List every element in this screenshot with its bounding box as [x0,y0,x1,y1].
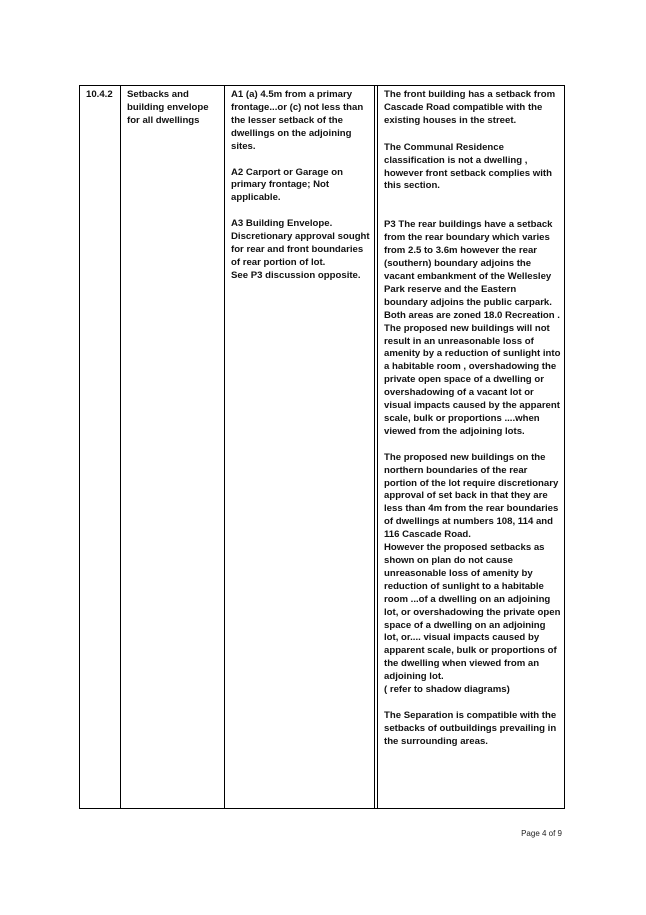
criterion-a3: A3 Building Envelope. Discretionary approval sought for rear and front boundaries of rear portion of lot. See P3 discussion opposite. [231,218,370,281]
criterion-a2: A2 Carport or Garage on primary frontage; Not applicable. [231,166,343,204]
comment-communal-residence: The Communal Residence classification is not a dwelling , however front setback complies with this section. [384,141,552,192]
comment-separation: The Separation is compatible with the setbacks of outbuildings prevailing in the surrounding areas. [384,709,557,747]
comment-northern-boundaries: The proposed new buildings on the northern boundaries of the rear portion of the lot require discretionary approval of set back in that they are less than 4m from the rear boundaries of dwellings at numbers 108, 114 and 116 Cascade Road. However the proposed setbacks as shown on plan do not cause unreasonable loss of amenity by reduction of sunlight to a habitable room ...of a dwelling on an adjoining lot, or overshadowing the private open space of a dwelling on an adjoining lot, or.... visual impacts caused by apparent scale, bulk or proportions of the dwelling when viewed from an adjoining lot. ( refer to shadow diagrams) [384,451,561,696]
page-number: Page 4 of 9 [521,829,562,838]
heading-column [121,86,225,808]
section-number-column [80,86,121,808]
comment-front-building: The front building has a setback from Cascade Road compatible with the existing houses in the street. [384,89,556,126]
criterion-a1: A1 (a) 4.5m from a primary frontage...or (c) not less than the lesser setback of the dwellings on the adjoining sites. [231,89,364,152]
comments-column [377,86,566,808]
criteria-table [79,85,565,809]
comment-p3-rear-buildings: P3 The rear buildings have a setback from the rear boundary which varies from 2.5 to 3.6m however the rear (southern) boundary adjoins the vacant embankment of the Wellesley Park reserve and the Eastern boundary adjoins the public carpark. Both areas are zoned 18.0 Recreation . The proposed new buildings will not result in an unreasonable loss of amenity by a reduction of sunlight into a habitable room , overshadowing the private open space of a dwelling or overshadowing of a vacant lot or visual impacts caused by the apparent scale, bulk or proportions ....when viewed from the adjoining lots. [384,219,561,437]
criteria-column [225,86,375,808]
section-number: 10.4.2 [86,89,113,100]
section-heading: Setbacks and building envelope for all dwellings [127,89,209,126]
